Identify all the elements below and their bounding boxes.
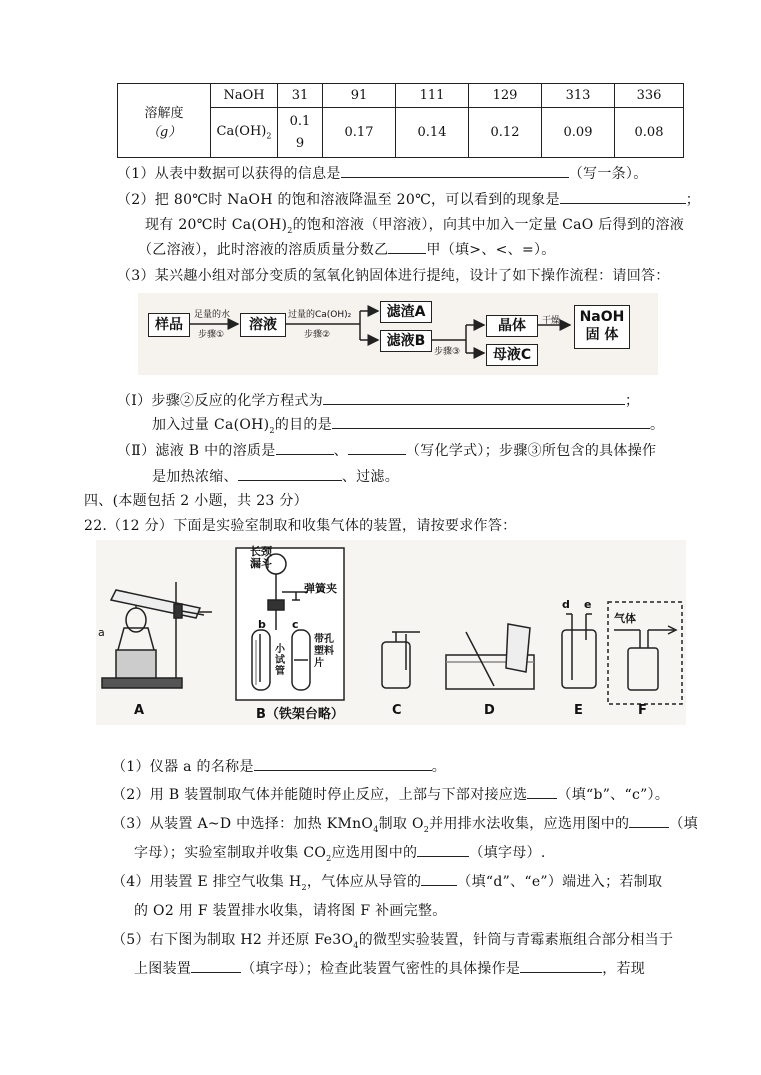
flow-solution: 溶液 xyxy=(240,313,286,337)
answer-blank[interactable] xyxy=(421,871,457,886)
q22-part-1 xyxy=(112,756,446,776)
q3-text: （3）某兴趣小组对部分变质的氢氧化钠固体进行提纯，设计了如下操作流程：请回答： xyxy=(117,268,670,284)
q2b-text2: 的饱和溶液（甲溶液），向其中加入一定量 CaO 后得到的溶液 xyxy=(292,217,685,233)
p2-tail: （填“b”、“c”）。 xyxy=(557,787,670,803)
flow-step1-top: 足量的水 xyxy=(194,310,231,320)
q22-part-4a: （4）用装置 E 排空气收集 $H_2$，气体应从导管的 （填“d”、“e”）端进入；若制取 xyxy=(112,871,662,892)
apparatus-label-d: D xyxy=(484,703,495,718)
apparatus-c-mark: c xyxy=(292,618,299,631)
flow-step2-top: 过量的Ca(OH)₂ xyxy=(288,310,352,320)
question-1 xyxy=(117,163,648,183)
q22-part-5a: （5）右下图为制取 H2 并还原 $Fe3O_4$的微型实验装置，针筒与青霉素瓶组合部分相当于 xyxy=(112,932,674,950)
caoh2-sub: 2 xyxy=(266,131,272,141)
apparatus-e-mark: e xyxy=(584,598,592,611)
table-cell: 0.1 9 xyxy=(278,108,323,158)
p3a-tail: （填 xyxy=(669,816,698,832)
table-cell: 336 xyxy=(615,84,684,108)
apparatus-tube-label: 小 试 管 xyxy=(275,644,285,677)
p3a-text3: 并用排水法收集，应选用图中的 xyxy=(429,816,630,832)
table-cell: 0.09 xyxy=(542,108,615,158)
question-2a xyxy=(117,189,700,209)
p3a-text: （3）从装置 A~D 中选择：加热 KMnO xyxy=(112,816,374,832)
apparatus-label-c: C xyxy=(392,703,402,718)
question-2c xyxy=(138,239,556,259)
answer-blank[interactable] xyxy=(629,813,669,828)
p4a-text2: ，气体应从导管的 xyxy=(306,874,422,890)
table-cell: 313 xyxy=(542,84,615,108)
p5b-text: 上图装置 xyxy=(134,961,192,977)
answer-blank[interactable] xyxy=(560,189,686,204)
answer-blank[interactable] xyxy=(238,466,342,481)
apparatus-label-b: B（铁架台略） xyxy=(256,707,344,722)
caoh2-text: Ca(OH) xyxy=(216,124,267,140)
answer-blank[interactable] xyxy=(520,958,602,973)
p4a-tail: （填“d”、“e”）端进入；若制取 xyxy=(457,874,663,890)
solubility-table xyxy=(117,83,684,158)
section-4-heading: 四、(本题包括 2 小题，共 23 分） xyxy=(84,493,308,509)
question-3-i-b: 加入过量 $Ca(OH)_2$的目的是 。 xyxy=(152,414,664,435)
q3iib-tail: 、过滤。 xyxy=(341,469,400,485)
answer-blank[interactable] xyxy=(417,842,469,857)
p5a-text: （5）右下图为制取 H2 并还原 Fe3O xyxy=(112,932,354,948)
apparatus-figure xyxy=(96,540,686,725)
q3ia-tail: ； xyxy=(625,393,640,409)
q3iib-text: 是加热浓缩、 xyxy=(152,469,238,485)
table-cell: 0.12 xyxy=(469,108,542,158)
answer-blank[interactable] xyxy=(341,163,569,178)
question-3-ii-b xyxy=(152,466,399,486)
p3b-tail: （填字母）. xyxy=(469,845,546,861)
q3ib-text2: 的目的是 xyxy=(274,417,333,433)
p5b-tail: ，若现 xyxy=(602,961,646,977)
apparatus-b-mark: b xyxy=(258,618,266,631)
flow-step1-bottom: 步骤① xyxy=(198,330,225,340)
row-header-unit: （g） xyxy=(146,124,182,140)
flow-step2-bottom: 步骤② xyxy=(304,330,331,340)
answer-blank[interactable] xyxy=(388,239,426,254)
apparatus-label-f: F xyxy=(638,703,647,718)
p3a-text2: 制取 O xyxy=(378,816,424,832)
q2c-tail: 甲（填>、<、=）。 xyxy=(426,242,556,258)
table-cell: 0.14 xyxy=(396,108,469,158)
question-2b: 现有 20℃时 $Ca(OH)_2$的饱和溶液（甲溶液），向其中加入一定量 CaO 后得到的溶液 xyxy=(145,217,685,235)
q3ib-text: 加入过量 Ca(OH) xyxy=(152,417,270,433)
q2b-text: 现有 20℃时 Ca(OH) xyxy=(145,217,288,233)
apparatus-drawing xyxy=(96,540,686,725)
table-cell: 111 xyxy=(396,84,469,108)
question-22: 22.（12 分）下面是实验室制取和收集气体的装置，请按要求作答： xyxy=(84,518,517,534)
p3b-text2: 应选用图中的 xyxy=(331,845,418,861)
q3ib-tail: 。 xyxy=(650,417,665,433)
p2-text: （2）用 B 装置制取气体并能随时停止反应，上部与下部对接应选 xyxy=(112,787,528,803)
table-cell: 91 xyxy=(323,84,396,108)
caoh2-label xyxy=(211,108,278,158)
apparatus-clip-label: 弹簧夹 xyxy=(304,582,337,595)
q22-part-2 xyxy=(112,784,669,804)
flow-filtrate-b: 滤液B xyxy=(380,330,432,352)
flow-diagram xyxy=(138,293,658,375)
question-3 xyxy=(117,265,670,285)
answer-blank[interactable] xyxy=(276,440,334,455)
apparatus-plate-label: 带孔 塑料 片 xyxy=(314,634,334,669)
apparatus-label-a: A xyxy=(134,703,145,718)
p3b-text: 字母）；实验室制取并收集 CO xyxy=(134,845,327,861)
row-header-label: 溶解度 xyxy=(144,105,184,121)
q3iia-mid: 、 xyxy=(333,443,348,459)
table-cell: 0.17 xyxy=(323,108,396,158)
flow-step3: 步骤③ xyxy=(434,347,461,357)
table-cell: 129 xyxy=(469,84,542,108)
q3iia-text: （Ⅱ）滤液 B 中的溶质是 xyxy=(117,443,276,459)
q3ia-text: （Ⅰ）步骤②反应的化学方程式为 xyxy=(117,393,324,409)
flow-product-line2: 固 体 xyxy=(585,327,619,343)
question-3-ii-a xyxy=(117,440,656,460)
p5b-mid: （填字母）；检查此装置气密性的具体操作是 xyxy=(241,961,521,977)
answer-blank[interactable] xyxy=(191,958,241,973)
q1-text: （1）从表中数据可以获得的信息是 xyxy=(117,166,341,182)
q3iia-tail: （写化学式）；步骤③所包含的具体操作 xyxy=(405,443,657,459)
flow-residue-a: 滤渣A xyxy=(380,301,432,323)
apparatus-label-e: E xyxy=(574,703,583,718)
q2a-tail: ； xyxy=(685,192,701,208)
table-row-header xyxy=(118,84,211,158)
flow-mother-liquor: 母液C xyxy=(486,344,538,366)
answer-blank[interactable] xyxy=(254,756,432,771)
question-3-i-a xyxy=(117,390,639,410)
naoh-label: NaOH xyxy=(211,84,278,108)
p1-text: （1）仪器 a 的名称是 xyxy=(112,759,254,775)
q22-part-3a: （3）从装置 A~D 中选择：加热 KMnO$_4$制取 $O_2$并用排水法收集，应选用图中的 （填 xyxy=(112,813,698,834)
apparatus-d-mark: d xyxy=(562,598,570,611)
p1-tail: 。 xyxy=(431,759,447,775)
p5a-text2: 的微型实验装置，针筒与青霉素瓶组合部分相当于 xyxy=(358,932,674,948)
q22-part-5b xyxy=(134,958,645,978)
flow-product-line1: NaOH xyxy=(579,309,625,325)
answer-blank[interactable] xyxy=(332,414,650,429)
q1-tail: （写一条）。 xyxy=(568,166,648,182)
q22-part-3b: 字母）；实验室制取并收集 $CO_2$应选用图中的 （填字母）. xyxy=(134,842,546,863)
apparatus-gas-label: 气体 xyxy=(614,612,636,625)
table-cell: 0.08 xyxy=(615,108,684,158)
q2a-text: （2）把 80℃时 NaOH 的饱和溶液降温至 20℃，可以看到的现象是 xyxy=(117,192,560,208)
apparatus-a-mark: a xyxy=(98,626,105,639)
flow-dry: 干燥 xyxy=(542,316,561,326)
answer-blank[interactable] xyxy=(348,440,406,455)
flow-crystal: 晶体 xyxy=(486,315,538,337)
q2c-text: （乙溶液），此时溶液的溶质质量分数乙 xyxy=(138,242,389,258)
answer-blank[interactable] xyxy=(527,784,557,799)
apparatus-funnel-label: 长颈 漏斗 xyxy=(250,545,272,570)
p4a-text: （4）用装置 E 排空气收集 H xyxy=(112,874,302,890)
flow-sample: 样品 xyxy=(148,313,190,337)
flow-product xyxy=(574,305,630,349)
table-cell: 31 xyxy=(278,84,323,108)
q22-part-4b: 的 O2 用 F 装置排水收集，请将图 F 补画完整。 xyxy=(134,903,447,919)
answer-blank[interactable] xyxy=(323,390,625,405)
